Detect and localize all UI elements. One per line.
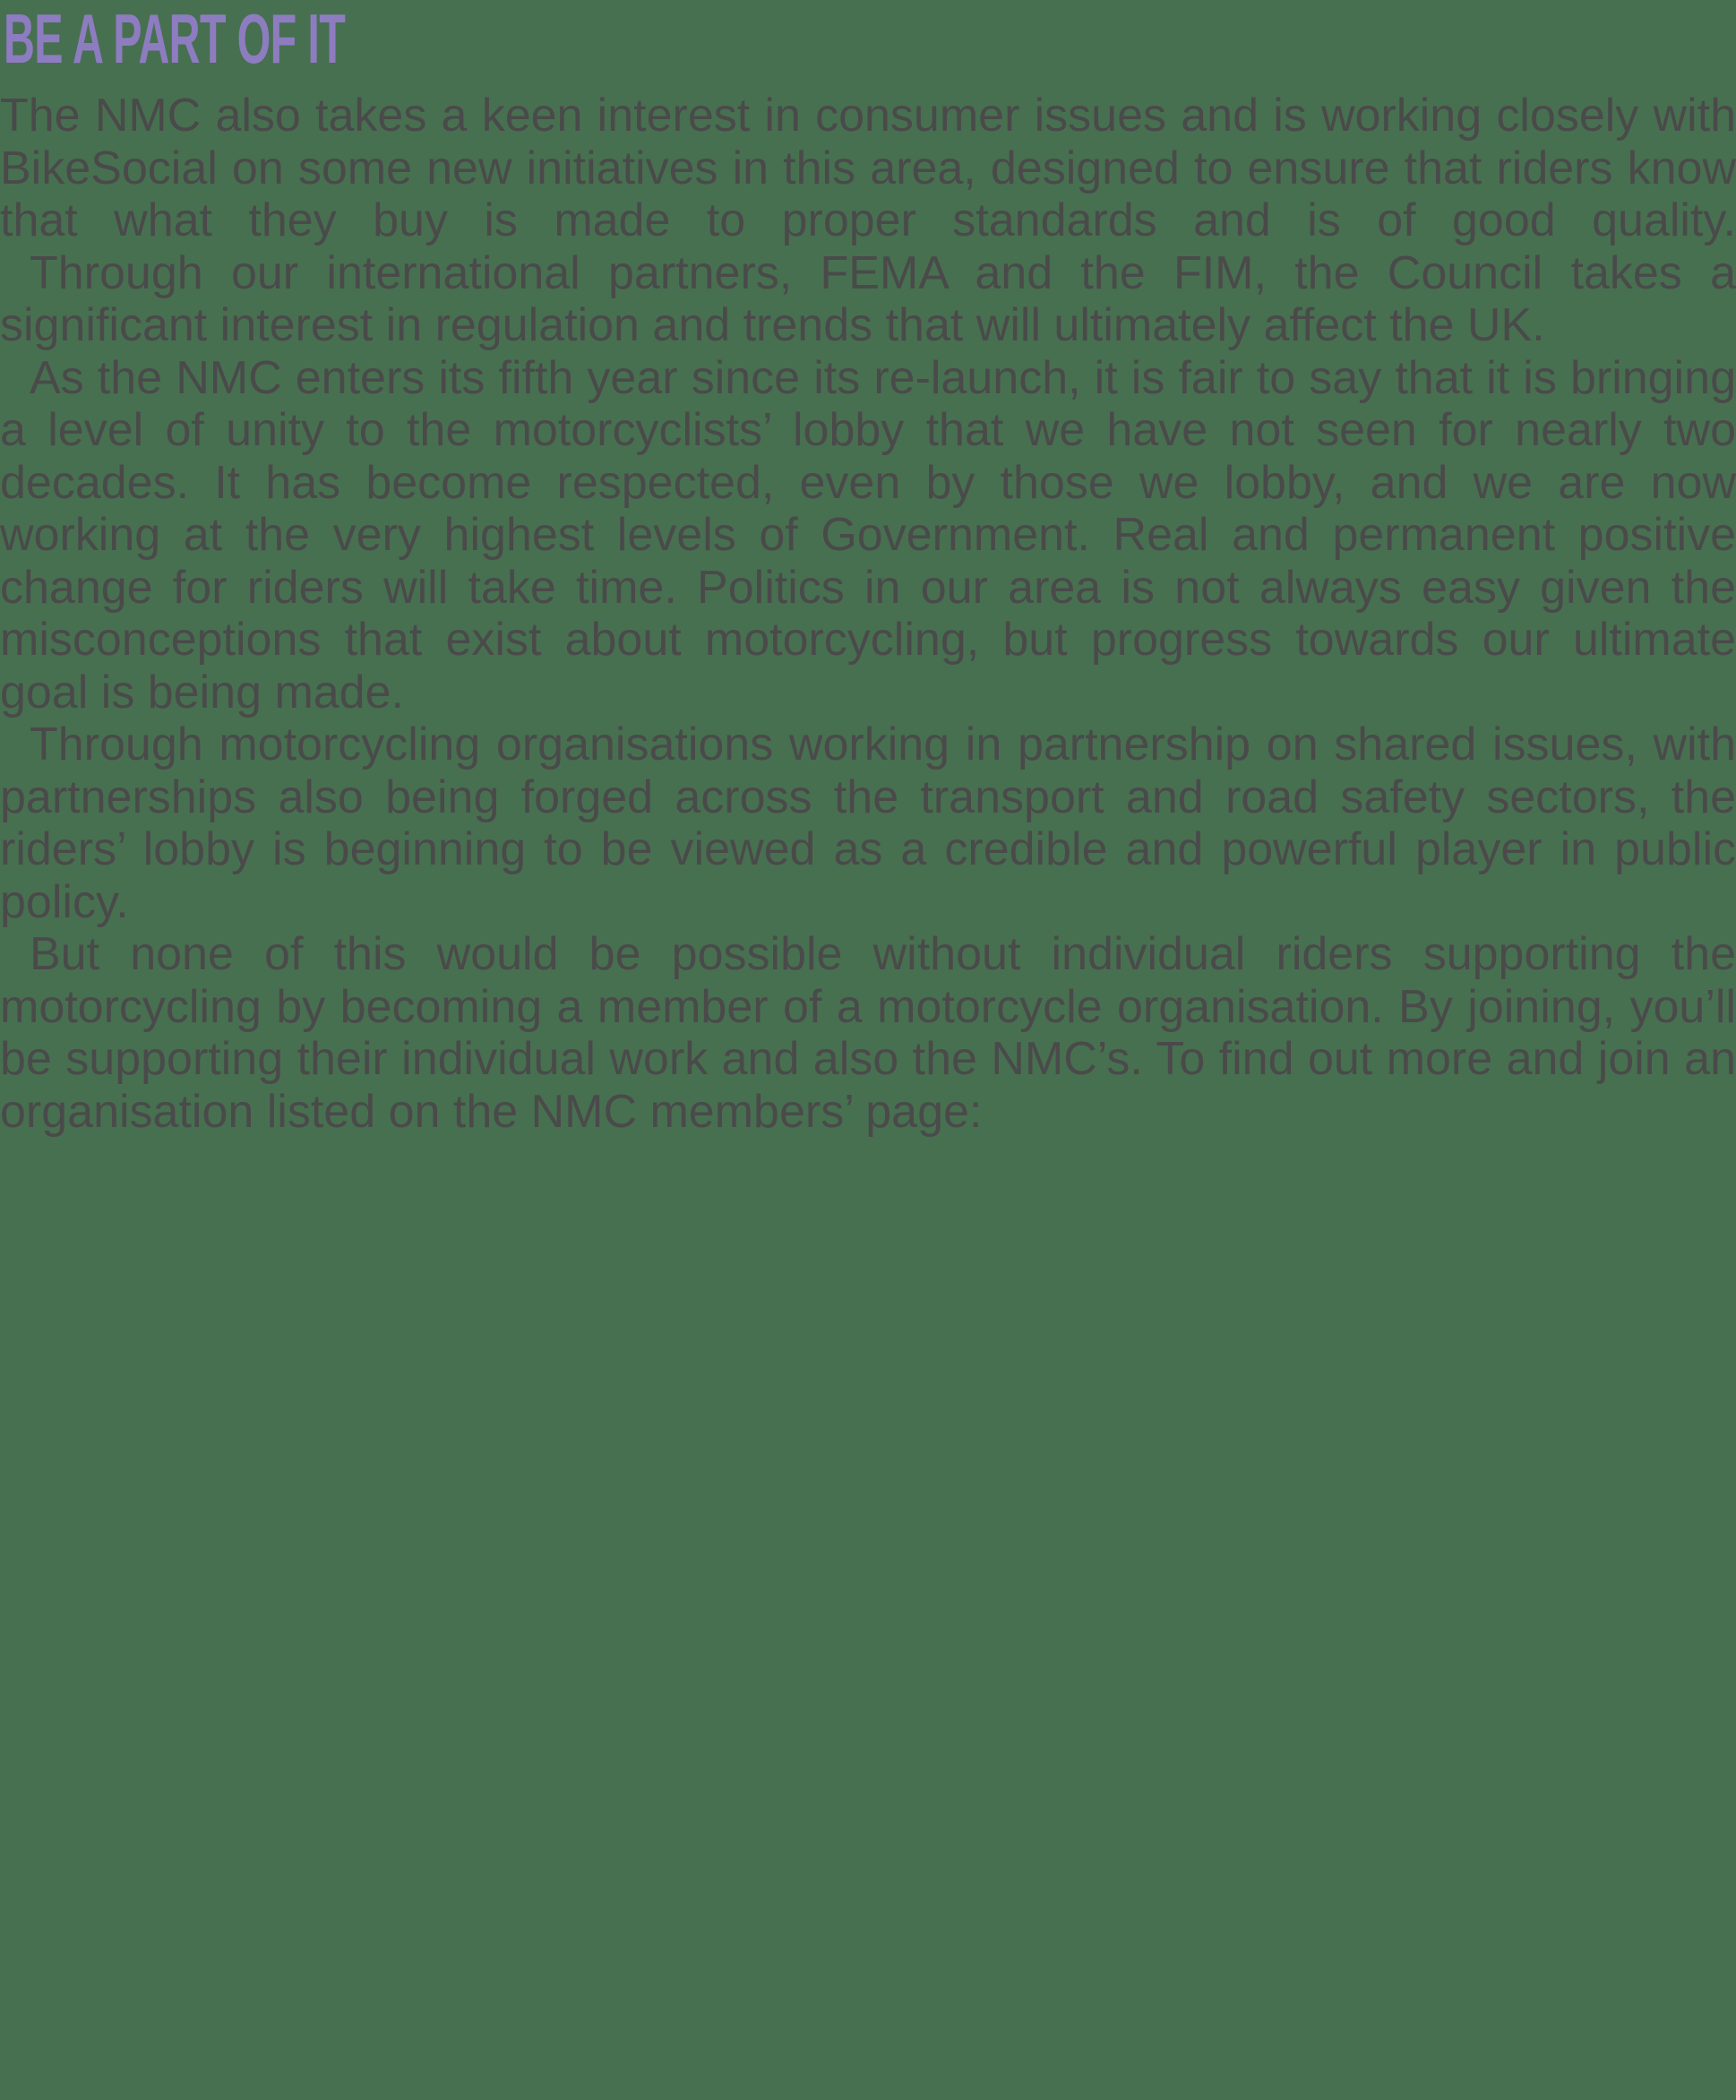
article-body bbox=[0, 90, 1736, 1138]
paragraph-1: The NMC also takes a keen interest in consumer issues and is working closely with BikeSocial on some new initiatives in this area, designed to ensure that riders know that what they buy is made to proper standards and is of good quality. bbox=[0, 90, 1736, 246]
paragraph-3: As the NMC enters its fifth year since its re-launch, it is fair to say that it is bringing a level of unity to the motorcyclists’ lobby that we have not seen for nearly two decades. It has become respected, even by those we lobby, and we are now working at the very highest levels of Government. Real and permanent positive change for riders will take time. Politics in our area is not always easy given the misconceptions that exist about motorcycling, but progress towards our ultimate goal is being made. bbox=[0, 351, 1736, 719]
page-title: BE A PART OF IT bbox=[4, 0, 346, 78]
paragraph-2: Through our international partners, FEMA and the FIM, the Council takes a significant interest in regulation and trends that will ultimately affect the UK. bbox=[0, 246, 1736, 351]
paragraph-5: But none of this would be possible without individual riders supporting the motorcycling by becoming a member of a motorcycle organisation. By joining, you’ll be supporting their individual work and also the NMC’s. To find out more and join an organisation listed on the NMC members’ page: bbox=[0, 928, 1736, 1138]
paragraph-4: Through motorcycling organisations working in partnership on shared issues, with partnerships also being forged across the transport and road safety sectors, the riders’ lobby is beginning to be viewed as a credible and powerful player in public policy. bbox=[0, 719, 1736, 928]
